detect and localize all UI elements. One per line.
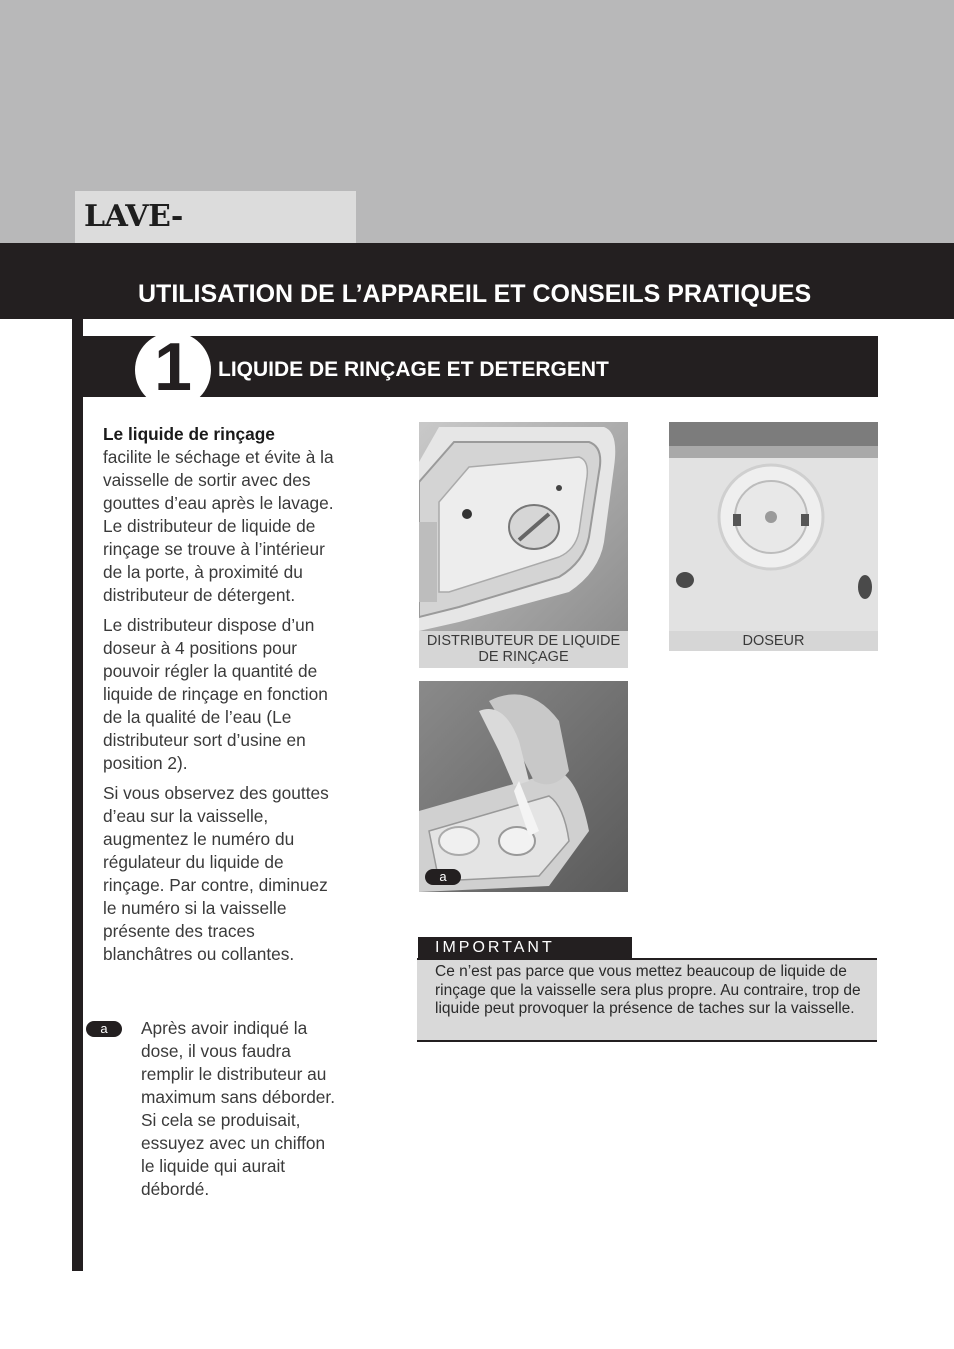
paragraph-1 bbox=[103, 423, 339, 607]
figure-caption-dispenser: DISTRIBUTEUR DE LIQUIDE DE RINÇAGE bbox=[419, 631, 628, 668]
important-label: IMPORTANT bbox=[418, 937, 632, 958]
paragraph-3: Si vous observez des gouttes d’eau sur la vaisselle, augmentez le numéro du régulateur du liquide de rinçage. Par contre, diminuez le numéro si la vaisselle présente des traces blanchâtres ou collantes. bbox=[103, 783, 329, 964]
page-title: UTILISATION DE L’APPAREIL ET CONSEILS PRATIQUES bbox=[138, 280, 812, 308]
marker-a-badge: a bbox=[86, 1021, 122, 1037]
figure-caption-doseur: DOSEUR bbox=[669, 631, 878, 651]
section-number: 1 bbox=[135, 332, 211, 408]
paragraph-2: Le distributeur dispose d’un doseur à 4 positions pour pouvoir régler la quantité de liquide de rinçage en fonction de la qualité de l’eau (Le distributeur sort d’usine en position 2). bbox=[103, 615, 328, 773]
section-title: LIQUIDE DE RINÇAGE ET DETERGENT bbox=[218, 358, 609, 381]
lead-bold-text: Le liquide de rinçage bbox=[103, 424, 275, 444]
figure-marker-a-badge: a bbox=[425, 869, 461, 885]
important-note: Ce n’est pas parce que vous mettez beaucoup de liquide de rinçage que la vaisselle sera plus propre. Au contraire, trop de liquide peut provoquer la présence de taches sur la vaisselle. bbox=[417, 958, 877, 1042]
left-vertical-bar bbox=[72, 319, 83, 1271]
body-text bbox=[103, 423, 339, 973]
brand-title: LAVE- bbox=[75, 191, 356, 243]
rinse-aid-dispenser-photo bbox=[419, 422, 628, 631]
paragraph-1-text: facilite le séchage et évite à la vaisselle de sortir avec des gouttes d’eau après le lavage. Le distributeur de liquide de rinçage se trouve à l’intérieur de la porte, à proximité du distributeur de détergent. bbox=[103, 447, 334, 605]
filling-dispenser-photo bbox=[419, 681, 628, 892]
paragraph-4: Après avoir indiqué la dose, il vous faudra remplir le distributeur au maximum sans déborder. Si cela se produisait, essuyez avec un chiffon le liquide qui aurait débordé. bbox=[141, 1018, 336, 1199]
dosing-dial-photo bbox=[669, 422, 878, 631]
